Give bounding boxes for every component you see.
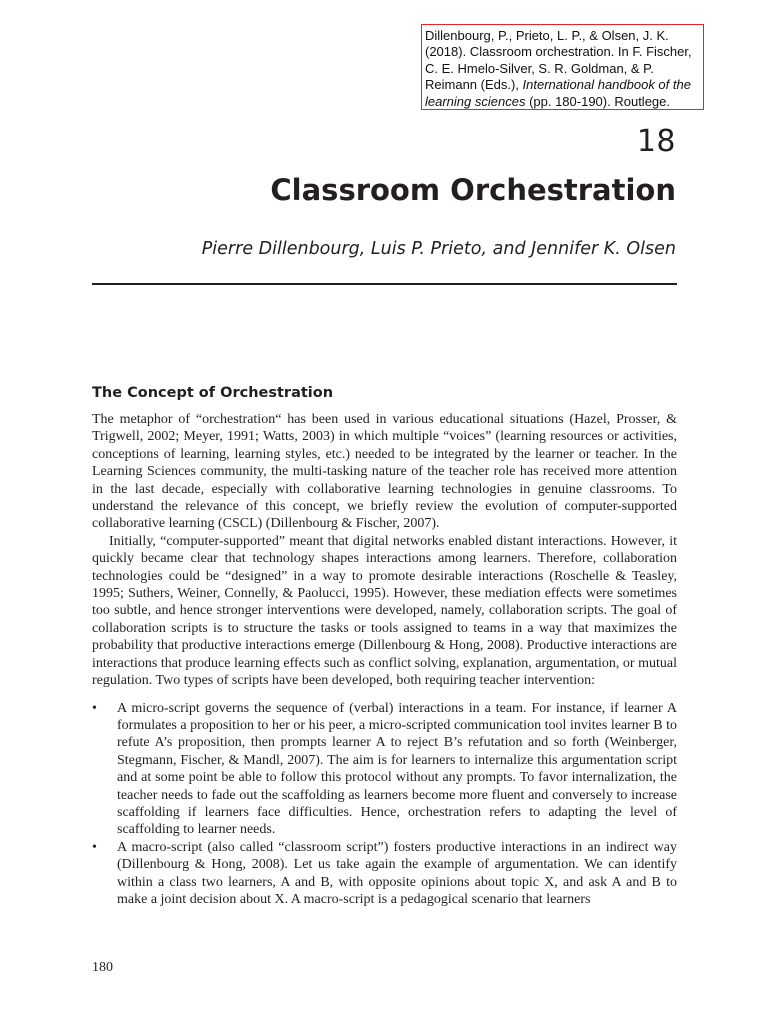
bullet-item — [92, 700, 677, 839]
citation-pages: (pp. 180-190). Routlege. — [525, 93, 670, 109]
paragraph: Initially, “computer-supported” meant that digital networks enabled distant interactions. However, it quickly became clear that technology shapes interactions among learners. Therefore, collaboration technologies could be “designed” in a way to promote desirable interactions (Roschelle & Teasley, 1995; Suthers, Weiner, Connelly, & Paolucci, 1995). However, these mediation effects were sometimes too subtle, and hence stronger interventions were developed, namely, collaboration scripts. The goal of collaboration scripts is to structure the tasks or tools assigned to teams in a way that maximizes the probability that productive interactions emerge (Dillenbourg & Hong, 2008). Productive interactions are interactions that produce learning effects such as conflict solving, explanation, argumentation, or mutual regulation. Two types of scripts have been developed, both requiring teacher intervention: — [92, 533, 677, 689]
citation-book-title: International handbook of the learning sciences — [425, 77, 691, 109]
section-heading: The Concept of Orchestration — [92, 385, 334, 401]
bullet-item — [92, 839, 677, 909]
page-number: 180 — [92, 960, 113, 975]
bullet-icon: • — [92, 839, 97, 855]
body-text — [92, 411, 677, 908]
chapter-title: Classroom Orchestration — [270, 173, 676, 207]
bullet-list — [92, 700, 677, 909]
citation-box — [421, 24, 704, 110]
chapter-authors: Pierre Dillenbourg, Luis P. Prieto, and Jennifer K. Olsen — [201, 239, 676, 259]
title-divider — [92, 283, 677, 285]
bullet-text: A micro-script governs the sequence of (verbal) interactions in a team. For instance, if learner A formulates a proposition to her or his peer, a micro-scripted communication tool invites learner B to refute A’s proposition, then prompts learner A to reject B’s refutation and so forth (Weinberger, Stegmann, Fischer, & Mandl, 2007). The aim is for learners to internalize this argumentation script and at some point be able to follow this protocol without any prompts. To favor internalization, the teacher needs to fade out the scaffolding as learners become more fluent and conversely to increase scaffolding if learners face difficulties. Hence, orchestration refers to adapting the level of scaffolding to learner needs. — [117, 700, 677, 838]
chapter-number: 18 — [636, 124, 676, 159]
bullet-text: A macro-script (also called “classroom script”) fosters productive interactions in an indirect way (Dillenbourg & Hong, 2008). Let us take again the example of argumentation. We can identify within a class two learners, A and B, with opposite opinions about topic X, and ask A and B to make a joint decision about X. A macro-script is a pedagogical scenario that learners — [117, 839, 677, 907]
paragraph: The metaphor of “orchestration“ has been used in various educational situations (Hazel, Prosser, & Trigwell, 2002; Meyer, 1991; Watts, 2003) in which multiple “voices” (learning resources or activities, conceptions of learning, learning styles, etc.) needed to be integrated by the learner or teacher. In the Learning Sciences community, the multi-tasking nature of the teacher role has received more attention in the last decade, especially with collaborative learning technologies in genuine classrooms. To understand the relevance of this concept, we briefly review the evolution of computer-supported collaborative learning (CSCL) (Dillenbourg & Fischer, 2007). — [92, 412, 677, 532]
citation-text: Dillenbourg, P., Prieto, L. P., & Olsen, J. K. (2018). Classroom orchestration. In F. Fischer, C. E. Hmelo-Silver, S. R. Goldman, & P. Reimann (Eds.), — [425, 28, 692, 93]
bullet-icon: • — [92, 700, 97, 716]
